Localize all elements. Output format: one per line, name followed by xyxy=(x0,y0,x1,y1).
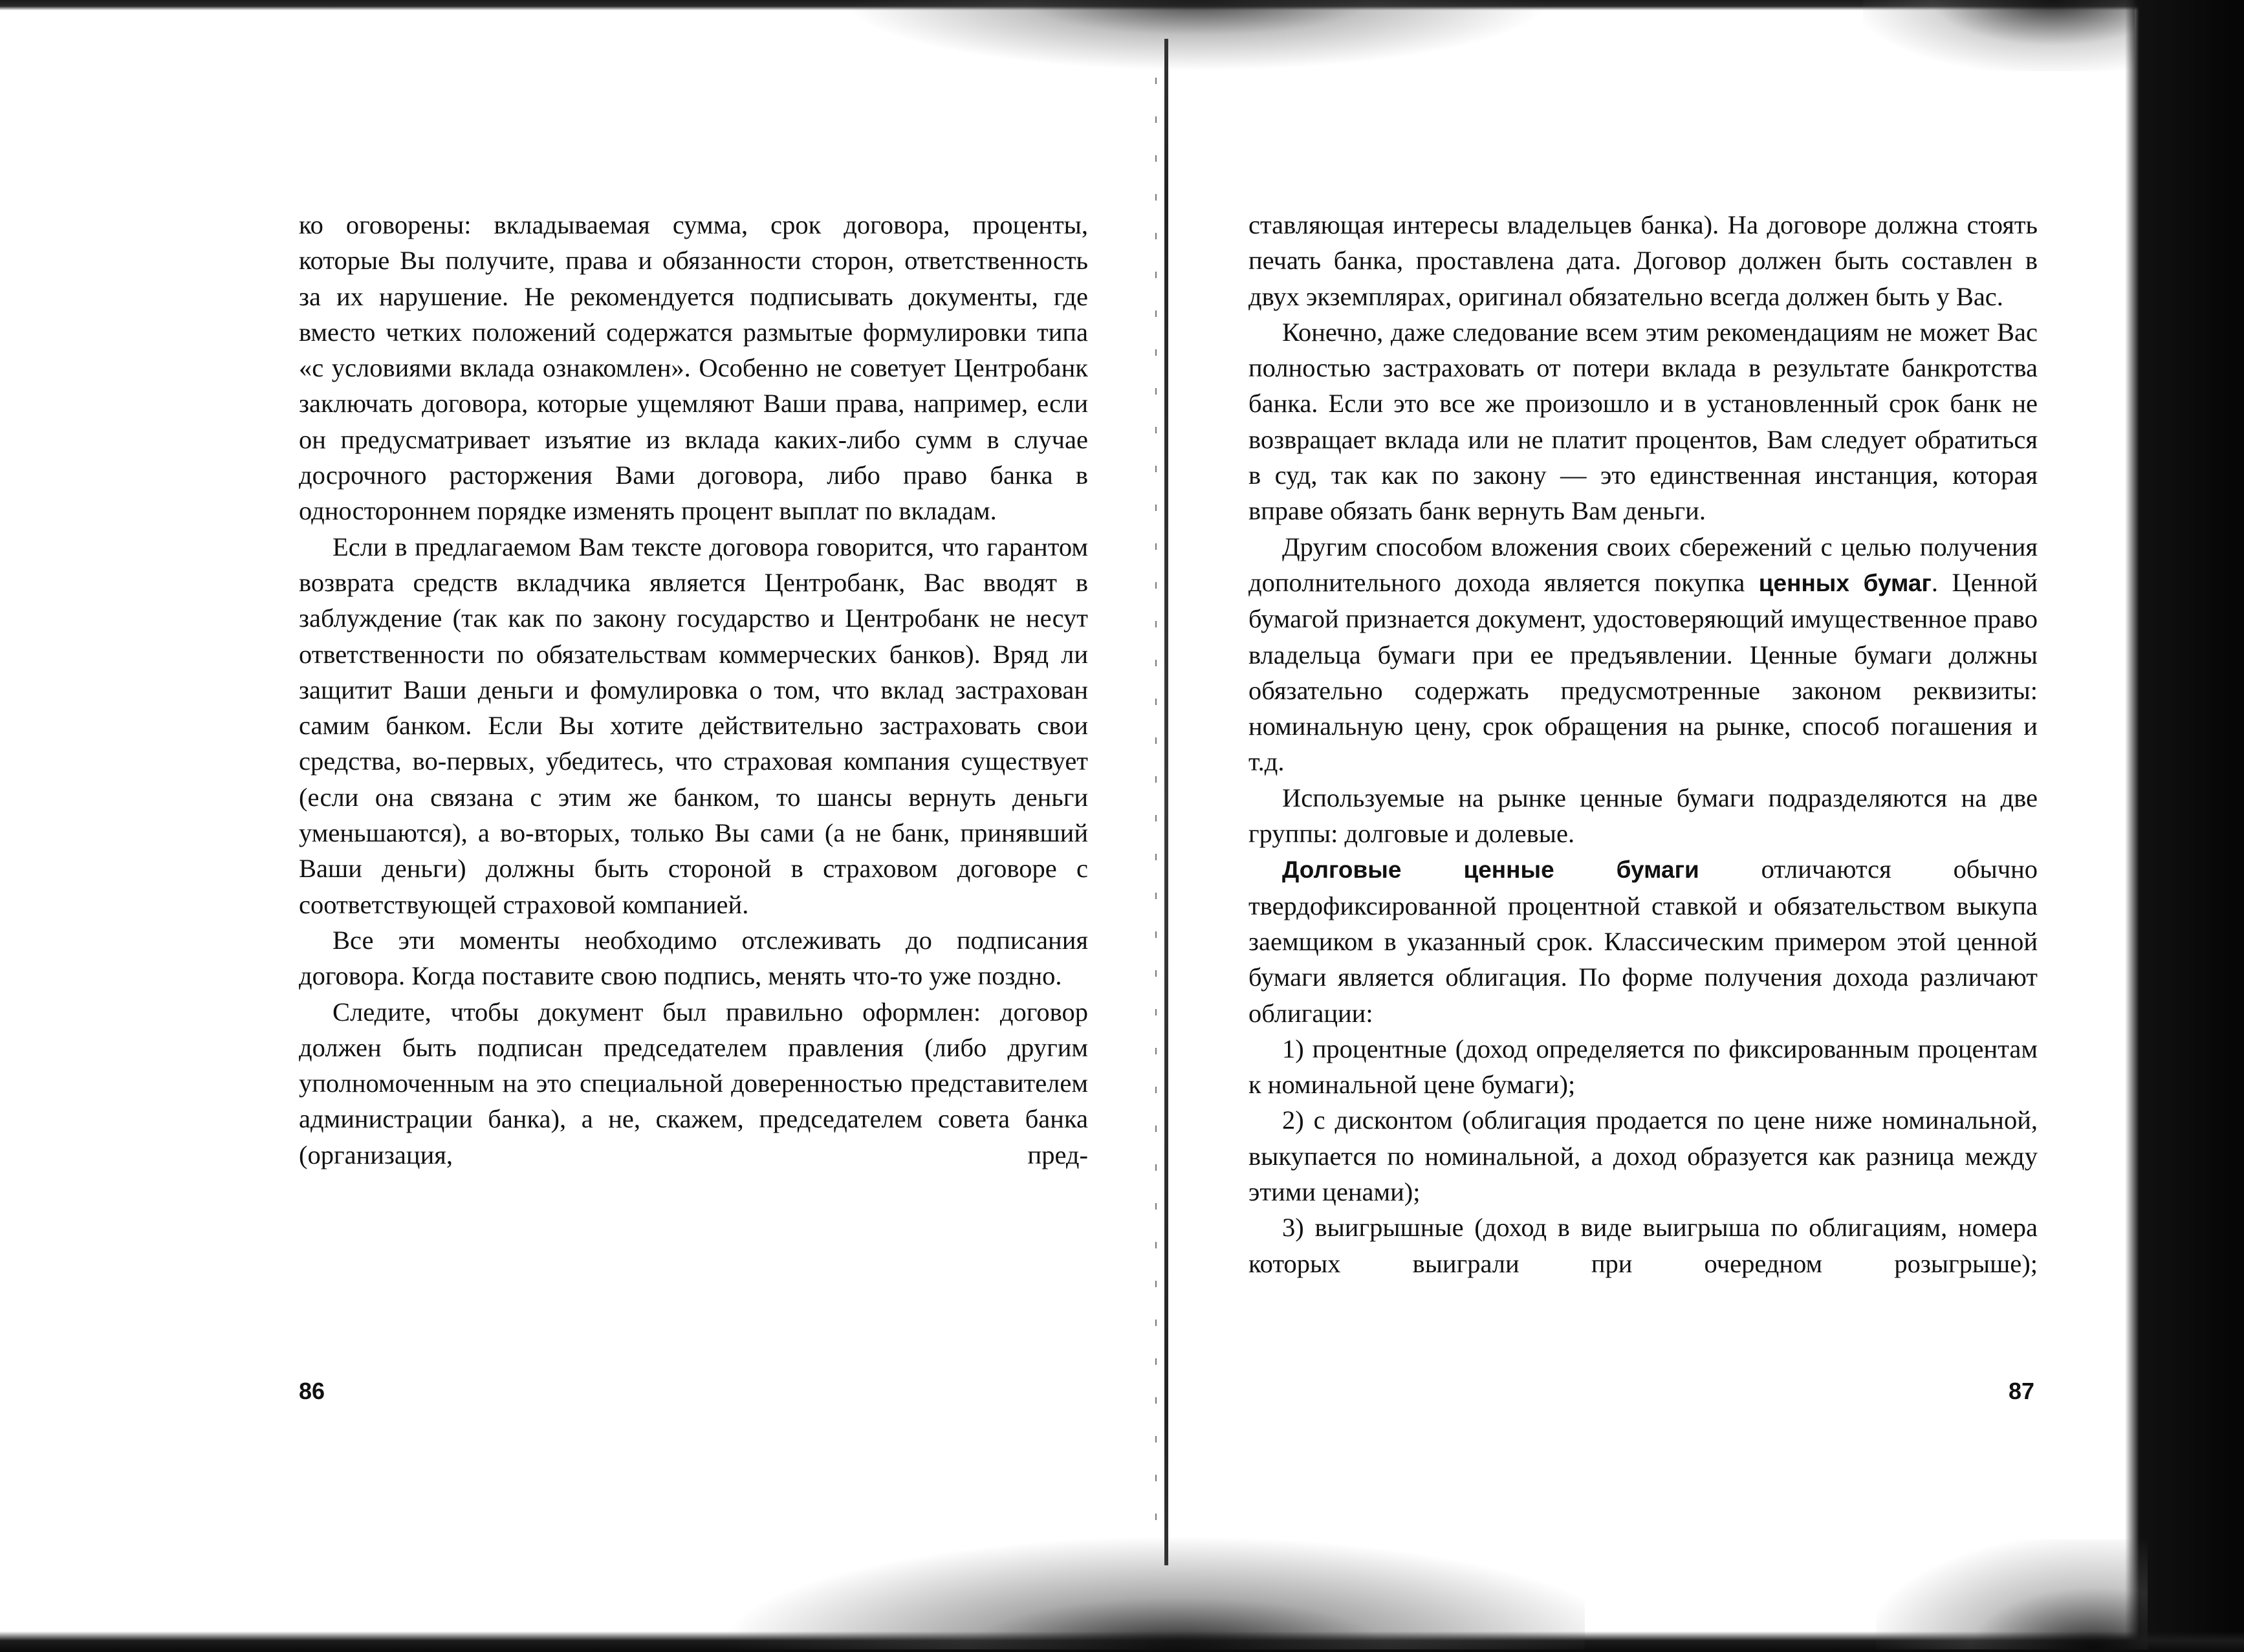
scan-edge-right xyxy=(2125,0,2244,1652)
term-debt-securities: Долговые ценные бумаги xyxy=(1282,856,1699,884)
right-paragraph-4: Используемые на рынке ценные бумаги подразделяются на две группы: долговые и долевые. xyxy=(1248,783,2038,849)
left-page-number: 86 xyxy=(299,1378,325,1404)
gutter-shadow-line xyxy=(1155,78,1157,1527)
book-gutter xyxy=(1164,39,1168,1565)
left-page-text xyxy=(299,207,1088,1173)
paragraph-text-after: . Ценной бумагой признается документ, удостоверяющий имущественное право владельца бумаги при ее предъявлении. Ценные бумаги должны обязательно содержать предусмотренные законом реквизиты: номинальную цену, срок обращения на рынке, способ погашения и т.д. xyxy=(1248,567,2038,777)
left-paragraph-4: Следите, чтобы документ был правильно оформлен: договор должен быть подписан председателем правления (либо другим уполномоченным на это специальной доверенностью представителем администрации банка), а не, скажем, председателем совета банка (организация, пред- xyxy=(299,997,1088,1169)
scan-shadow-bottom xyxy=(679,1527,1585,1649)
right-page-text xyxy=(1248,207,2038,1281)
right-paragraph-2: Конечно, даже следование всем этим рекомендациям не может Вас полностью застраховать от потери вклада в результате банкротства банка. Если это все же произошло и в установленный срок банк не возвращает вклада или не платит процентов, Вам следует обратиться в суд, так как по закону — это единственная инстанция, которая вправе обязать банк вернуть Вам деньги. xyxy=(1248,317,2038,526)
scan-shadow-top-right xyxy=(1863,0,2135,71)
scan-shadow-bottom-right xyxy=(1876,1539,2148,1649)
right-paragraph-7: 2) с дисконтом (облигация продается по цене ниже номинальной, выкупается по номинальной, а доход образуется как разница между этими ценами); xyxy=(1248,1105,2038,1207)
right-paragraph-3 xyxy=(1248,529,2038,780)
left-paragraph-1: ко оговорены: вкладываемая сумма, срок договора, проценты, которые Вы получите, права и обязанности сторон, ответственность за их нарушение. Не рекомендуется подписывать документы, где вместо четких положений содержатся размытые формулировки типа «с условиями вклада ознакомлен». Особенно не советует Центробанк заключать договора, которые ущемляют Ваши права, например, если он предусматривает изъятие из вклада каких-либо сумм в случае досрочного расторжения Вами договора, либо право банка в одностороннем порядке изменять процент выплат по вкладам. xyxy=(299,210,1088,526)
right-paragraph-6: 1) процентные (доход определяется по фиксированным процентам к номинальной цене бумаги); xyxy=(1248,1034,2038,1100)
right-page-number: 87 xyxy=(2009,1378,2035,1404)
left-paragraph-3: Все эти моменты необходимо отслеживать до подписания договора. Когда поставите свою подпись, менять что-то уже поздно. xyxy=(299,925,1088,991)
right-paragraph-5 xyxy=(1248,851,2038,1030)
scan-shadow-top xyxy=(841,0,1552,71)
left-paragraph-2: Если в предлагаемом Вам тексте договора говорится, что гарантом возврата средств вкладчика является Центробанк, Вас вводят в заблуждение (так как по закону государство и Центробанк не несут ответственности по обязательствам коммерческих банков). Вряд ли защитит Ваши деньги и фомулировка о том, что вклад застрахован самим банком. Если Вы хотите действительно застраховать свои средства, во-первых, убедитесь, что страховая компания существует (если она связана с этим же банком, то шансы вернуть деньги уменьшаются), а во-вторых, только Вы сами (а не банк, принявший Ваши деньги) должны быть стороной в страховом договоре с соответствующей страховой компанией. xyxy=(299,532,1088,919)
right-paragraph-1: ставляющая интересы владельцев банка). На договоре должна стоять печать банка, проставлена дата. Договор должен быть составлен в двух экземплярах, оригинал обязательно всегда должен быть у Вас. xyxy=(1248,210,2038,311)
term-securities: ценных бумаг xyxy=(1758,569,1932,596)
paragraph-text-after: отличаются обычно твердофиксированной процентной ставкой и обязательством выкупа заемщиком в указанный срок. Классическим примером этой ценной бумаги является облигация. По форме получения дохода различают облигации: xyxy=(1248,854,2038,1028)
paragraph-text-before: Другим способом вложения своих сбережений с целью получения дополнительного дохода является покупка xyxy=(1248,532,2038,597)
right-paragraph-8: 3) выигрышные (доход в виде выигрыша по облигациям, номера которых выиграли при очередном розыгрыше); xyxy=(1248,1213,2038,1278)
